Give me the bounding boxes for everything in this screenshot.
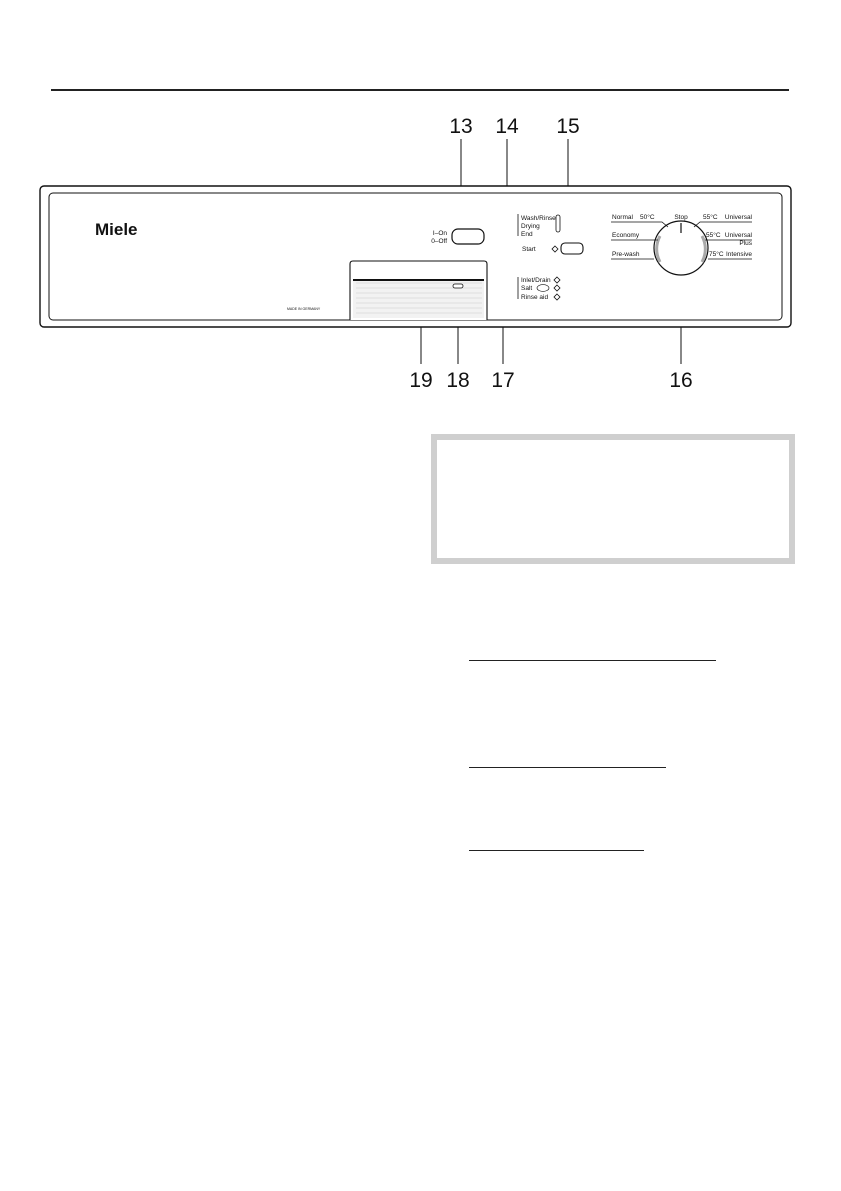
indicator-salt: Salt [521,285,533,292]
power-button[interactable] [452,229,484,244]
power-off-label: 0–Off [431,238,447,245]
progress-indicator-light [556,215,560,232]
power-on-label: I–On [432,230,447,237]
callout-18: 18 [446,369,470,392]
indicator-rinse-aid: Rinse aid [521,294,549,301]
program-pre-wash: Pre-wash [612,251,640,258]
progress-drying: Drying [521,223,540,230]
program-normal-temp: 50°C [640,214,655,221]
stop-label: Stop [674,214,688,221]
control-panel-diagram [0,0,841,400]
program-normal: Normal [612,214,633,221]
start-label: Start [522,246,536,253]
underline-2 [469,767,666,768]
progress-wash-rinse: Wash/Rinse [521,215,556,222]
miele-logo: Miele [95,220,138,239]
progress-end: End [521,231,533,238]
callout-16: 16 [669,369,693,392]
program-universal-plus: Universal [724,232,752,239]
program-universal: Universal [724,214,752,221]
program-economy: Economy [612,232,640,239]
program-universal-plus-temp: 55°C [706,232,721,239]
callout-17: 17 [491,369,515,392]
callout-15: 15 [556,115,580,138]
program-universal-plus-2: Plus [739,240,752,247]
callout-13: 13 [449,115,473,138]
made-in-label: MADE IN GERMANY [287,307,321,311]
underline-3 [469,850,644,851]
door-release-icon [453,284,463,288]
notice-box [431,434,795,564]
program-intensive-temp: 75°C [709,251,724,258]
start-button[interactable] [561,243,583,254]
program-intensive: Intensive [725,251,752,258]
underline-1 [469,660,716,661]
indicator-inlet-drain: Inlet/Drain [521,277,551,284]
callout-14: 14 [495,115,519,138]
door-handle[interactable] [350,261,487,320]
callout-19: 19 [409,369,433,392]
program-universal-temp: 55°C [703,214,718,221]
